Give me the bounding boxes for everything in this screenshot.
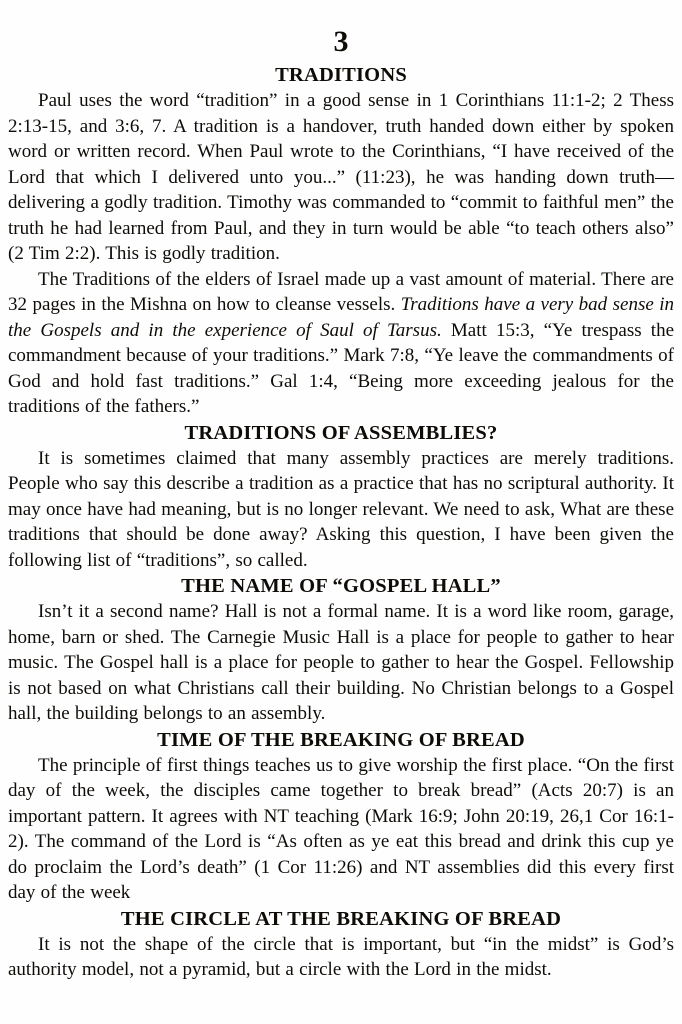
text-run: Matt 15:3, “Ye trespass the commandment because of your traditions.” Mark 7:8, “Ye leave the commandments of God and hold fast traditions.” Gal 1:4, “Being more exceeding jealous for the traditions of the fathers.” [8, 319, 674, 417]
section-heading-name-of-gospel-hall: THE NAME OF “GOSPEL HALL” [181, 575, 501, 597]
text-run: It is sometimes claimed that many assembly practices are merely traditions. People who say this describe a tradition as a practice that has no scriptural authority. It may once have had meaning, but is no longer relevant. We need to ask, What are these traditions that should be done away? Asking this question, I have been given the following list of “traditions”, so called. [8, 447, 674, 571]
text-run: Paul uses the word “tradition” in a good sense in 1 Corinthians 11:1-2; 2 Thess 2:13-15, and 3:6, 7. A tradition is a handover, truth handed down either by spoken word or written record. When Paul wrote to the Corinthians, “I have received of the Lord that which I delivered unto you...” (11:23), he was handing down truth—delivering a godly tradition. Timothy was commanded to “commit to faithful men” the truth he had learned from Paul, and they in turn would be able “to teach others also” (2 Tim 2:2). This is godly tradition. [8, 90, 674, 264]
text-run: The Traditions of the elders of Israel made up a vast amount of material. There are 32 pages in the Mishna on how to cleanse vessels. [8, 268, 674, 315]
section-heading-traditions-of-assemblies: TRADITIONS OF ASSEMBLIES? [184, 421, 498, 444]
chapter-title-heading: TRADITIONS [275, 64, 407, 86]
paragraph [8, 446, 674, 574]
section-heading-circle-at-breaking-of-bread: THE CIRCLE AT THE BREAKING OF BREAD [120, 907, 562, 930]
text-run: It is not the shape of the circle that is important, but “in the midst” is God’s authority model, not a pyramid, but a circle with the Lord in the midst. [8, 933, 674, 980]
text-run: The principle of first things teaches us to give worship the first place. “On the first day of the week, the disciples came together to break bread” (Acts 20:7) is an important pattern. It agrees with NT teaching (Mark 16:9; John 20:19, 26,1 Cor 16:1-2). The command of the Lord is “As often as ye eat this bread and drink this cup ye do proclaim the Lord’s death” (1 Cor 11:26) and NT assemblies did this every first day of the week [8, 754, 674, 903]
chapter-number: 3 [333, 25, 349, 58]
text-run-italic: Traditions have a very bad sense in the Gospels and in the experience of Saul of Tarsus. [8, 294, 674, 341]
paragraph [8, 753, 674, 906]
paragraph [8, 267, 674, 420]
paragraph [8, 932, 674, 983]
text-run: Isn’t it a second name? Hall is not a formal name. It is a word like room, garage, home, barn or shed. The Carnegie Music Hall is a place for people to gather to hear music. The Gospel hall is a place for people to gather to hear the Gospel. Fellowship is not based on what Christians call their building. No Christian belongs to a Gospel hall, the building belongs to an assembly. [8, 601, 674, 724]
section-heading-time-of-breaking-of-bread: TIME OF THE BREAKING OF BREAD [157, 728, 525, 751]
paragraph [8, 88, 674, 267]
paragraph [8, 599, 674, 727]
